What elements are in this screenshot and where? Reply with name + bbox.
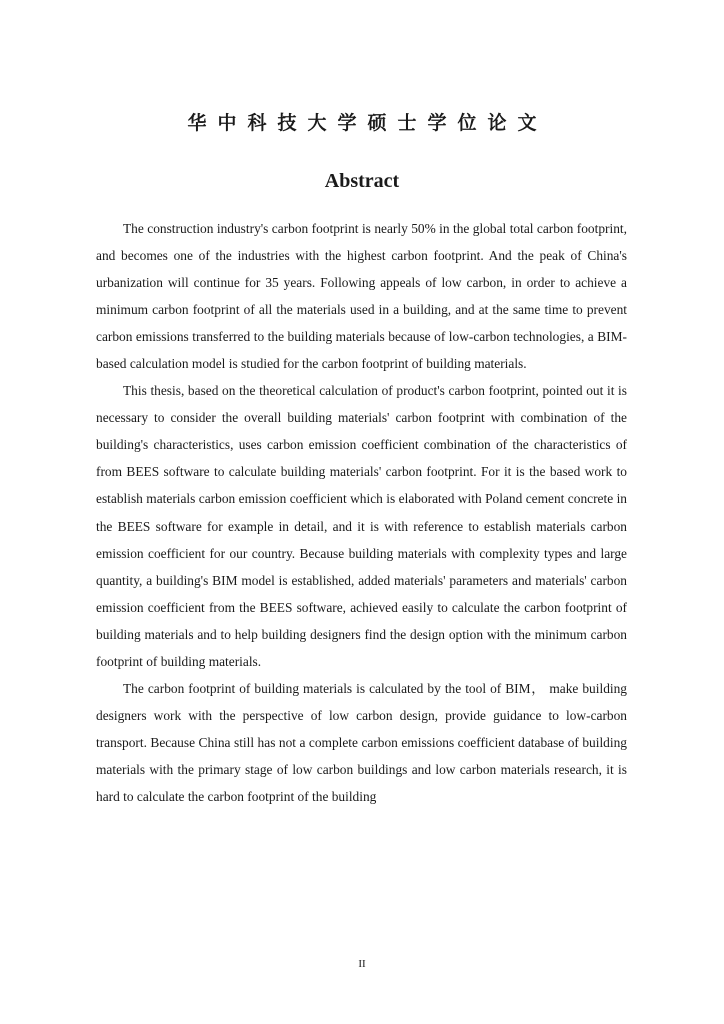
abstract-paragraph: This thesis, based on the theoretical calculation of product's carbon footprint, pointed out it is necessary to consider the overall building materials' carbon footprint with combination of the building's characteristics, uses carbon emission coefficient combination of the characteristics of from BEES software to calculate building materials' carbon footprint. For it is the based work to establish materials carbon emission coefficient which is elaborated with Poland cement concrete in the BEES software for example in detail, and it is with reference to establish materials carbon emission coefficient for our country. Because building materials with complexity types and large quantity, a building's BIM model is established, added materials' parameters and materials' carbon emission coefficient from the BEES software, achieved easily to calculate the carbon footprint of building materials and to help building designers find the design option with the minimum carbon footprint of building materials. <box>96 383 627 669</box>
abstract-body <box>96 215 627 810</box>
page-number: II <box>358 958 366 970</box>
thesis-header: 华中科技大学硕士学位论文 <box>187 112 548 134</box>
abstract-title: Abstract <box>324 170 400 192</box>
abstract-paragraph: The construction industry's carbon footprint is nearly 50% in the global total carbon footprint, and becomes one of the industries with the highest carbon footprint. And the peak of China's urbanization will continue for 35 years. Following appeals of low carbon, in order to achieve a minimum carbon footprint of all the materials used in a building, and at the same time to prevent carbon emissions transferred to the building materials because of low-carbon technologies, a BIM-based calculation model is studied for the carbon footprint of building materials. <box>96 221 627 372</box>
abstract-paragraph: The carbon footprint of building materials is calculated by the tool of BIM， make building designers work with the perspective of low carbon design, provide guidance to low-carbon transport. Because China still has not a complete carbon emissions coefficient database of building materials with the primary stage of low carbon buildings and low carbon materials research, it is hard to calculate the carbon footprint of the building <box>96 680 627 804</box>
